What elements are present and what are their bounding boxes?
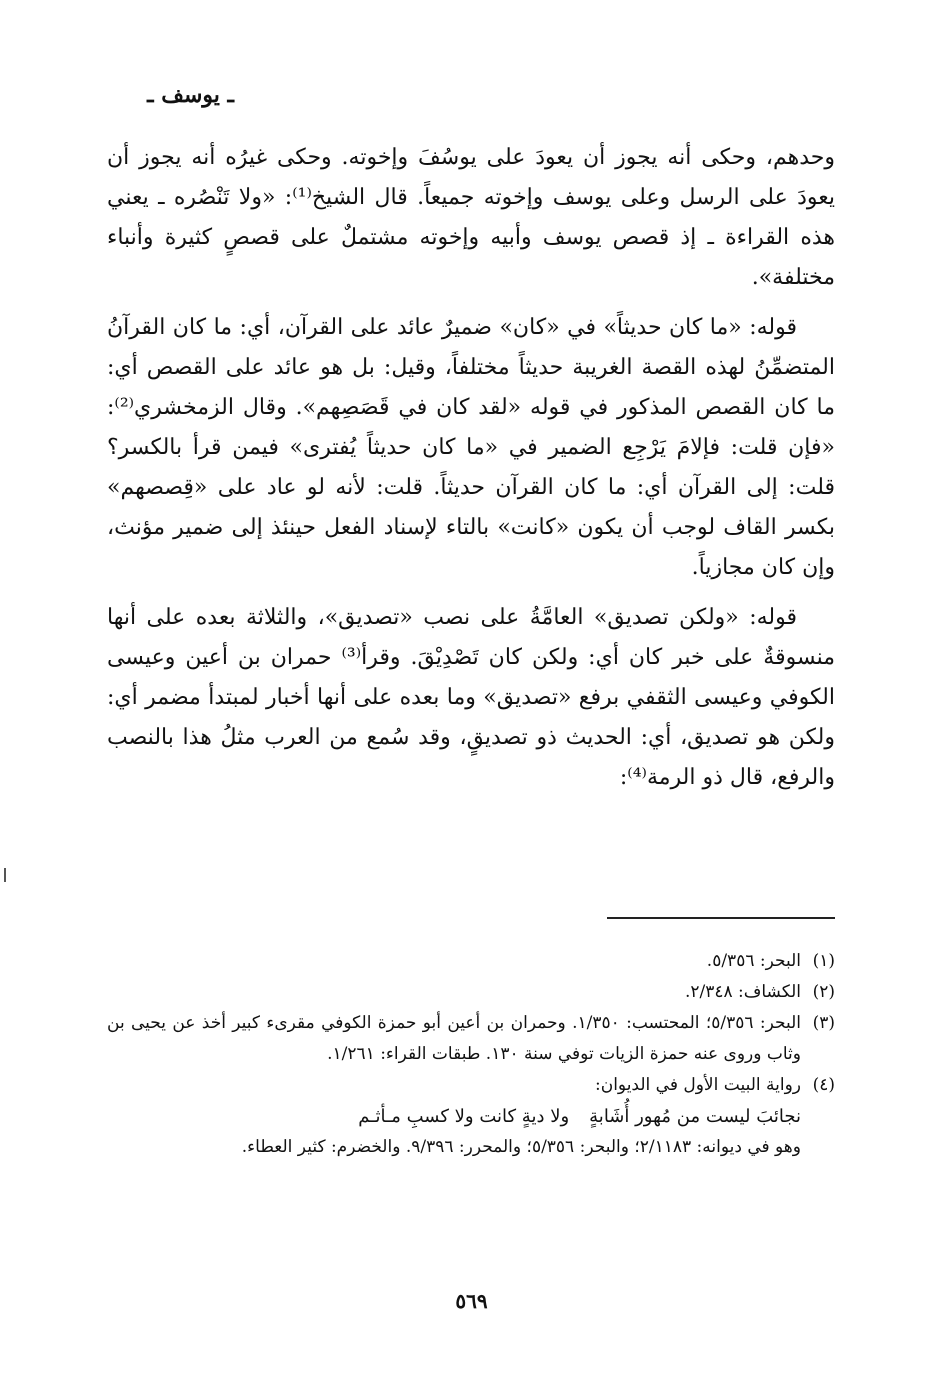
paragraph-1: وحدهم، وحكى أنه يجوز أن يعودَ على يوسُفَ وإخوته. وحكى غيرُه أنه يجوز أن يعودَ على الرسل وعلى يوسف وإخوته جميعاً. قال الشيخ⁽¹⁾: «ولا تَنْصُره ـ يعني هذه القراءة ـ إذ قصص يوسف وأبيه وإخوته مشتملٌ على قصصٍ كثيرة وأنباء مختلفة». <box>107 145 835 290</box>
verse-first-hemistich: نجائبَ ليست من مُهور أُشَابةٍ <box>589 1106 801 1127</box>
footnote-text: البحر: ٥/٣٥٦؛ المحتسب: ١/٣٥٠. وحمران بن أعين أبو حمزة الكوفي مقرىء كبير أخذ عن يحيى بن وثاب وروى عنه حمزة الزيات توفي سنة ١٣٠. طبقات القراء: ١/٢٦١. <box>107 1013 801 1064</box>
running-header: ـ يوسف ـ <box>147 82 234 108</box>
footnote-text: الكشاف: ٢/٣٤٨. <box>684 982 801 1002</box>
verse-line <box>107 1101 835 1132</box>
main-text <box>107 138 835 798</box>
footnote-4 <box>107 1070 835 1101</box>
footnote-4-continued <box>107 1132 835 1163</box>
margin-mark <box>4 868 6 882</box>
page-number: ٥٦٩ <box>455 1289 488 1313</box>
footnote-text: البحر: ٥/٣٥٦. <box>706 951 801 971</box>
verse-second-hemistich: ولا ديةٍ كانت ولا كسبِ مـأثـم <box>358 1106 570 1127</box>
footnote-text: رواية البيت الأول في الديوان: <box>594 1075 801 1095</box>
footnote-1 <box>107 946 835 977</box>
footnote-text: وهو في ديوانه: ٢/١١٨٣؛ والبحر: ٥/٣٥٦؛ والمحرر: ٩/٣٩٦. والخضرم: كثير العطاء. <box>241 1137 801 1157</box>
paragraph-3: قوله: «ولكن تصديق» العامَّةُ على نصب «تصديق»، والثلاثة بعده على أنها منسوقةٌ على خبر كان أي: ولكن كان تَصْدِيْقَ. وقرأ⁽³⁾ حمران بن أعين وعيسى الكوفي وعيسى الثقفي برفع «تصديق» وما بعده على أنها أخبار لمبتدأ مضمر أي: ولكن هو تصديق، أي: الحديث ذو تصديقٍ، وقد سُمع من العرب مثلُ هذا بالنصب والرفع، قال ذو الرمة⁽⁴⁾: <box>107 605 836 790</box>
footnote-number: (٤) <box>812 1075 835 1095</box>
paragraph-2: قوله: «ما كان حديثاً» في «كان» ضميرٌ عائد على القرآن، أي: ما كان القرآنُ المتضمِّنُ لهذه القصة الغريبة حديثاً مختلفاً، وقيل: بل هو عائد على القصص أي: ما كان القصص المذكور في قوله «لقد كان في قَصَصِهم». وقال الزمخشري⁽²⁾: «فإن قلت: فإلامَ يَرْجِع الضمير في «ما كان حديثاً يُفترى» فيمن قرأ بالكسر؟ قلت: إلى القرآن أي: ما كان القرآن حديثاً. قلت: لأنه لو عاد على «قِصصهم» بكسر القاف لوجب أن يكون «كانت» بالتاء لإسناد الفعل حينئذ إلى ضمير مؤنث، وإن كان مجازياً. <box>107 315 835 580</box>
footnotes <box>107 946 835 1163</box>
footnote-number: (٢) <box>812 982 835 1002</box>
footnote-3 <box>107 1008 835 1070</box>
footnote-number: (٣) <box>812 1013 835 1033</box>
footnote-number: (١) <box>812 951 835 971</box>
footnote-separator <box>607 917 835 919</box>
footnote-2 <box>107 977 835 1008</box>
